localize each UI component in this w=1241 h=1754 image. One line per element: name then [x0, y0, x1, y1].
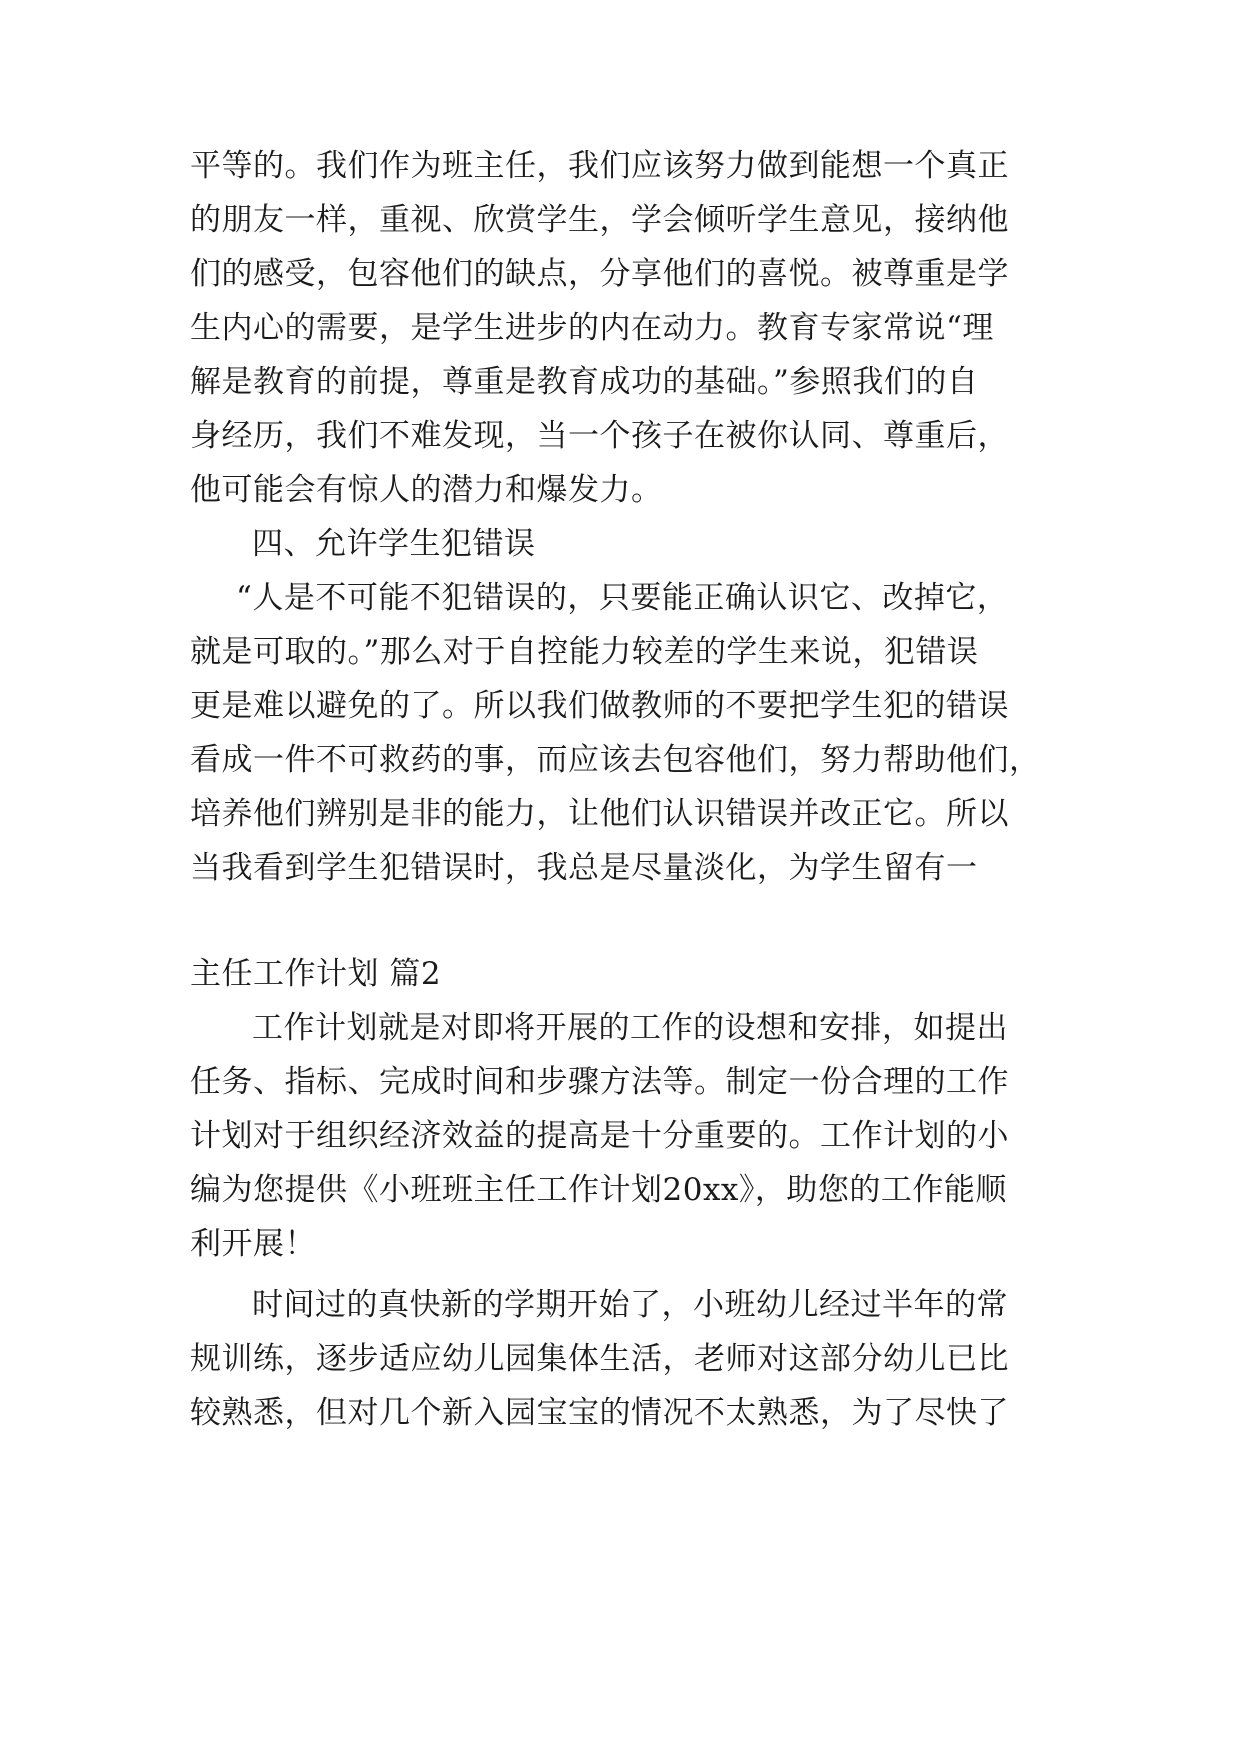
- text-line: 就是可取的。”那么对于自控能力较差的学生来说，犯错误: [190, 634, 979, 670]
- text-line: 他可能会有惊人的潜力和爆发力。: [190, 472, 663, 508]
- text-line: 的朋友一样，重视、欣赏学生，学会倾听学生意见，接纳他: [190, 202, 1009, 238]
- text-line: 看成一件不可救药的事，而应该去包容他们，努力帮助他们，: [190, 742, 1041, 778]
- text-line: 们的感受，包容他们的缺点，分享他们的喜悦。被尊重是学: [190, 256, 1009, 292]
- text-line: 时间过的真快新的学期开始了，小班幼儿经过半年的常: [252, 1287, 1008, 1323]
- text-line: 生内心的需要，是学生进步的内在动力。教育专家常说“理: [190, 310, 994, 346]
- text-line: 培养他们辨别是非的能力，让他们认识错误并改正它。所以: [190, 796, 1009, 832]
- text-line: 身经历，我们不难发现，当一个孩子在被你认同、尊重后，: [190, 418, 1009, 454]
- text-line: 较熟悉，但对几个新入园宝宝的情况不太熟悉，为了尽快了: [190, 1395, 1009, 1431]
- text-line: 规训练，逐步适应幼儿园集体生活，老师对这部分幼儿已比: [190, 1341, 1009, 1377]
- text-line: 更是难以避免的了。所以我们做教师的不要把学生犯的错误: [190, 688, 1009, 724]
- section-heading: 四、允许学生犯错误: [252, 526, 536, 562]
- text-line: 编为您提供《小班班主任工作计划20xx》，助您的工作能顺: [190, 1172, 1007, 1208]
- text-line: 利开展！: [190, 1226, 316, 1262]
- part-title: 主任工作计划 篇2: [190, 956, 442, 992]
- text-line: 解是教育的前提，尊重是教育成功的基础。”参照我们的自: [190, 364, 979, 400]
- text-line: 工作计划就是对即将开展的工作的设想和安排，如提出: [252, 1010, 1008, 1046]
- text-line: 计划对于组织经济效益的提高是十分重要的。工作计划的小: [190, 1118, 1009, 1154]
- text-line: 平等的。我们作为班主任，我们应该努力做到能想一个真正: [190, 148, 1009, 184]
- text-line: 任务、指标、完成时间和步骤方法等。制定一份合理的工作: [190, 1064, 1009, 1100]
- text-line: “人是不可能不犯错误的，只要能正确认识它、改掉它，: [236, 580, 1009, 616]
- text-line: 当我看到学生犯错误时，我总是尽量淡化，为学生留有一: [190, 850, 978, 886]
